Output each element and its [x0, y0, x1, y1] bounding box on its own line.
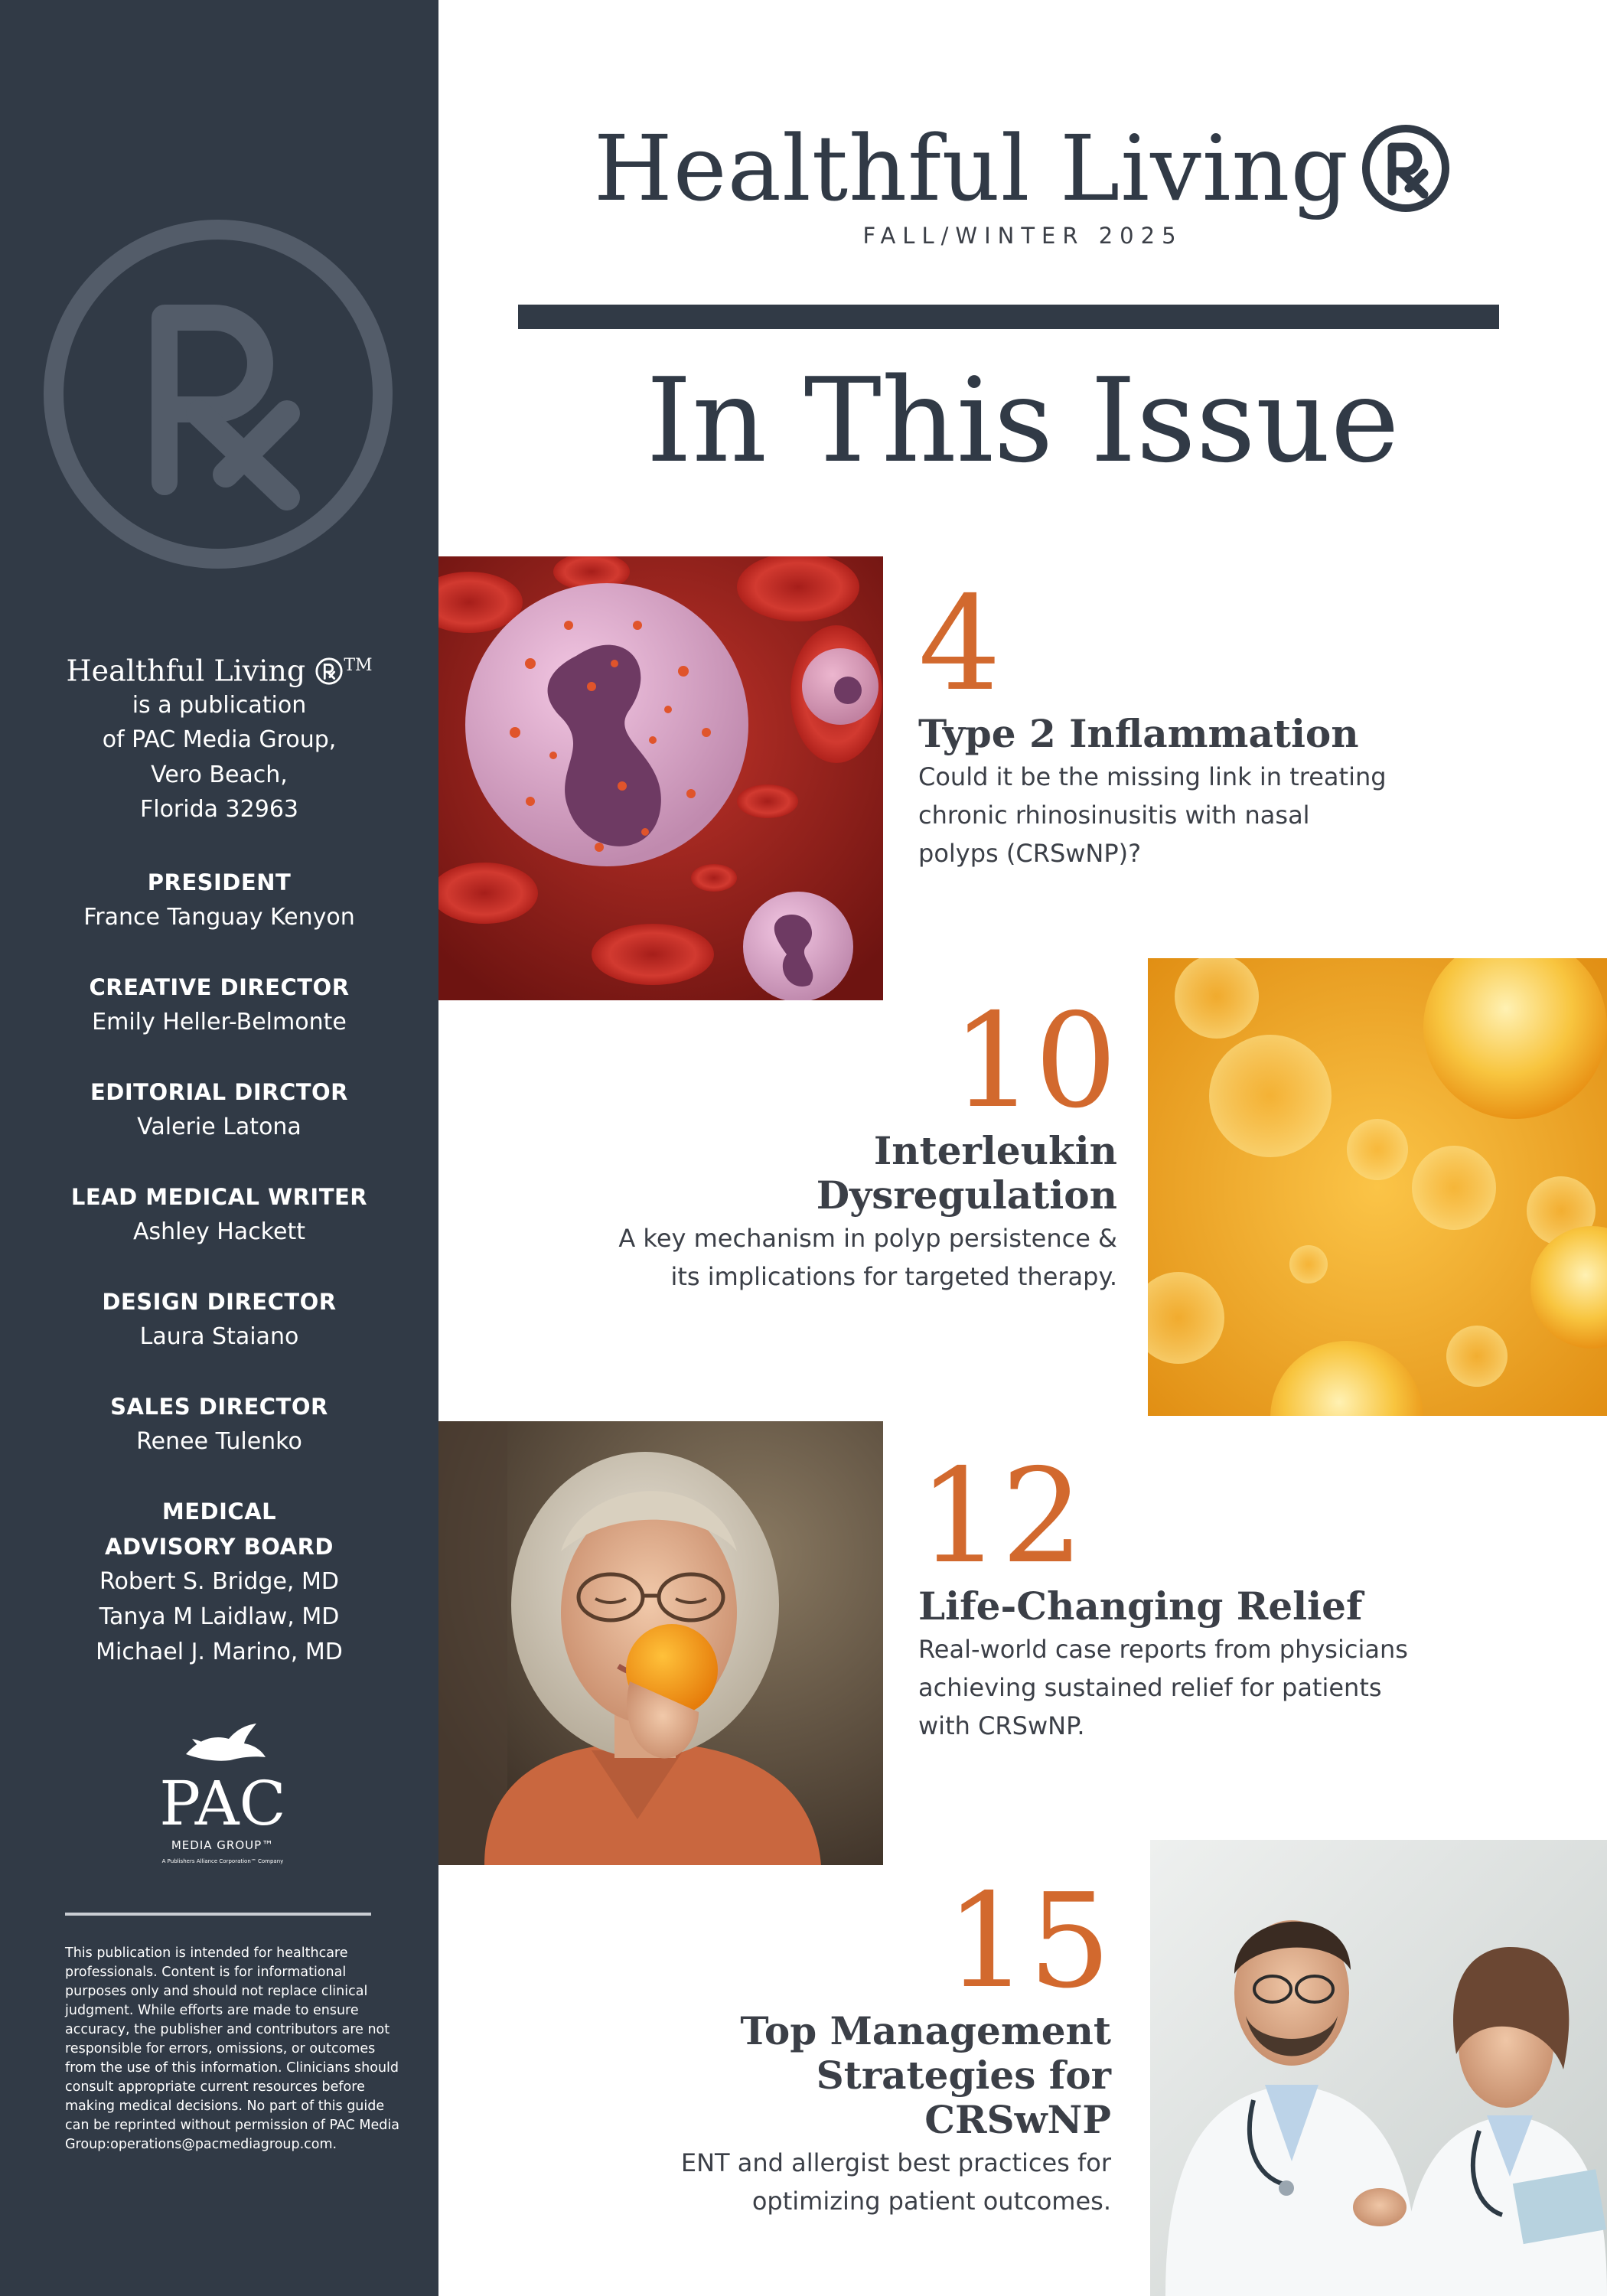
- article-entry-15[interactable]: [597, 1866, 1111, 2220]
- publication-line: is a publication: [132, 691, 307, 719]
- article-page-number: 12: [918, 1441, 1084, 1593]
- article-description: ENT and allergist best practices for optimizing patient outcomes.: [680, 2148, 1111, 2216]
- staff-president: [0, 865, 438, 935]
- staff-label: CREATIVE DIRECTOR: [89, 974, 350, 1000]
- page-title: In This Issue: [646, 353, 1400, 488]
- sidebar: [0, 0, 438, 2296]
- rx-watermark-icon: [42, 218, 394, 570]
- rx-small-icon: [315, 657, 344, 686]
- article-description: A key mechanism in polyp persistence & its implications for targeted therapy.: [618, 1224, 1117, 1291]
- staff-name: Ashley Hackett: [133, 1218, 305, 1245]
- masthead-title-text: Healthful Living: [593, 116, 1350, 221]
- staff-medical-advisory-board: [0, 1494, 438, 1670]
- disclaimer-text: This publication is intended for healthcare professionals. Content is for informational purposes only and should not replace clinical judgment. While efforts are made to ensure accuracy, the publisher and contributors are not responsible for errors, omissions, or outcomes from the use of this information. Clinicians should consult appropriate current resources before making medical decisions. No part of this guide can be reprinted without permission of PAC Media Group:operations@pacmediagroup.com.: [65, 1945, 399, 2152]
- masthead: [438, 111, 1607, 249]
- staff-name: Robert S. Bridge, MD: [99, 1568, 339, 1595]
- staff-label: EDITORIAL DIRCTOR: [90, 1079, 348, 1105]
- staff-name: Tanya M Laidlaw, MD: [99, 1603, 340, 1630]
- staff-name: Laura Staiano: [139, 1323, 299, 1350]
- pac-media-group-logo: [139, 1717, 307, 1878]
- publication-brand: [0, 649, 438, 688]
- publication-info: [0, 649, 438, 827]
- publication-line: Vero Beach,: [151, 761, 288, 788]
- article-entry-4[interactable]: [918, 569, 1393, 872]
- woman-smelling-orange-photo: [438, 1421, 883, 1865]
- article-page-number: 4: [918, 569, 1002, 720]
- article-description: Could it be the missing link in treating chronic rhinosinusitis with nasal polyps (CRSwNP)?: [918, 762, 1387, 868]
- staff-name: Emily Heller-Belmonte: [92, 1009, 347, 1035]
- staff-name: Valerie Latona: [137, 1114, 302, 1140]
- staff-name: Renee Tulenko: [136, 1428, 302, 1455]
- masthead-title: [438, 111, 1607, 226]
- article-entry-12[interactable]: [918, 1441, 1408, 1745]
- trademark: TM: [344, 656, 373, 675]
- staff-lead-medical-writer: [0, 1179, 438, 1250]
- staff-label: DESIGN DIRECTOR: [102, 1289, 337, 1315]
- header-divider: [518, 305, 1499, 329]
- article-title: Type 2 Inflammation: [918, 711, 1359, 756]
- staff-creative-director: [0, 970, 438, 1040]
- article-title: Interleukin Dysregulation: [816, 1128, 1117, 1218]
- staff-sales-director: [0, 1389, 438, 1459]
- staff-editorial-director: [0, 1075, 438, 1145]
- article-page-number: 15: [945, 1866, 1111, 2017]
- staff-label: SALES DIRECTOR: [110, 1394, 328, 1420]
- article-page-number: 10: [951, 986, 1117, 1137]
- staff-name: Michael J. Marino, MD: [96, 1639, 343, 1665]
- article-title: Life-Changing Relief: [918, 1583, 1363, 1629]
- staff-label: PRESIDENT: [147, 869, 292, 895]
- doctors-talking-photo: [1150, 1840, 1607, 2296]
- issue-season: FALL/WINTER 2025: [862, 223, 1183, 249]
- article-entry-10[interactable]: [582, 986, 1117, 1296]
- staff-list: [0, 865, 438, 1704]
- publication-line: Florida 32963: [139, 796, 298, 823]
- logo-pac-text: PAC: [159, 1768, 286, 1839]
- sidebar-divider: [65, 1913, 371, 1916]
- golden-bubbles-image: [1148, 958, 1607, 1416]
- article-description: Real-world case reports from physicians achieving sustained relief for patients with CRSwNP.: [918, 1635, 1408, 1740]
- staff-name: France Tanguay Kenyon: [83, 904, 355, 931]
- logo-sub-text: MEDIA GROUP™: [171, 1838, 275, 1852]
- rx-logo-icon: [1360, 122, 1452, 214]
- staff-design-director: [0, 1284, 438, 1355]
- staff-label: MEDICAL ADVISORY BOARD: [105, 1499, 334, 1560]
- brand-name: Healthful Living: [66, 654, 306, 688]
- blood-cells-illustration: [438, 556, 883, 1000]
- staff-label: LEAD MEDICAL WRITER: [70, 1184, 368, 1210]
- article-title: Top Management Strategies for CRSwNP: [740, 2008, 1111, 2142]
- logo-tagline-text: A Publishers Alliance Corporation™ Company: [161, 1858, 284, 1864]
- publication-line: of PAC Media Group,: [102, 726, 337, 754]
